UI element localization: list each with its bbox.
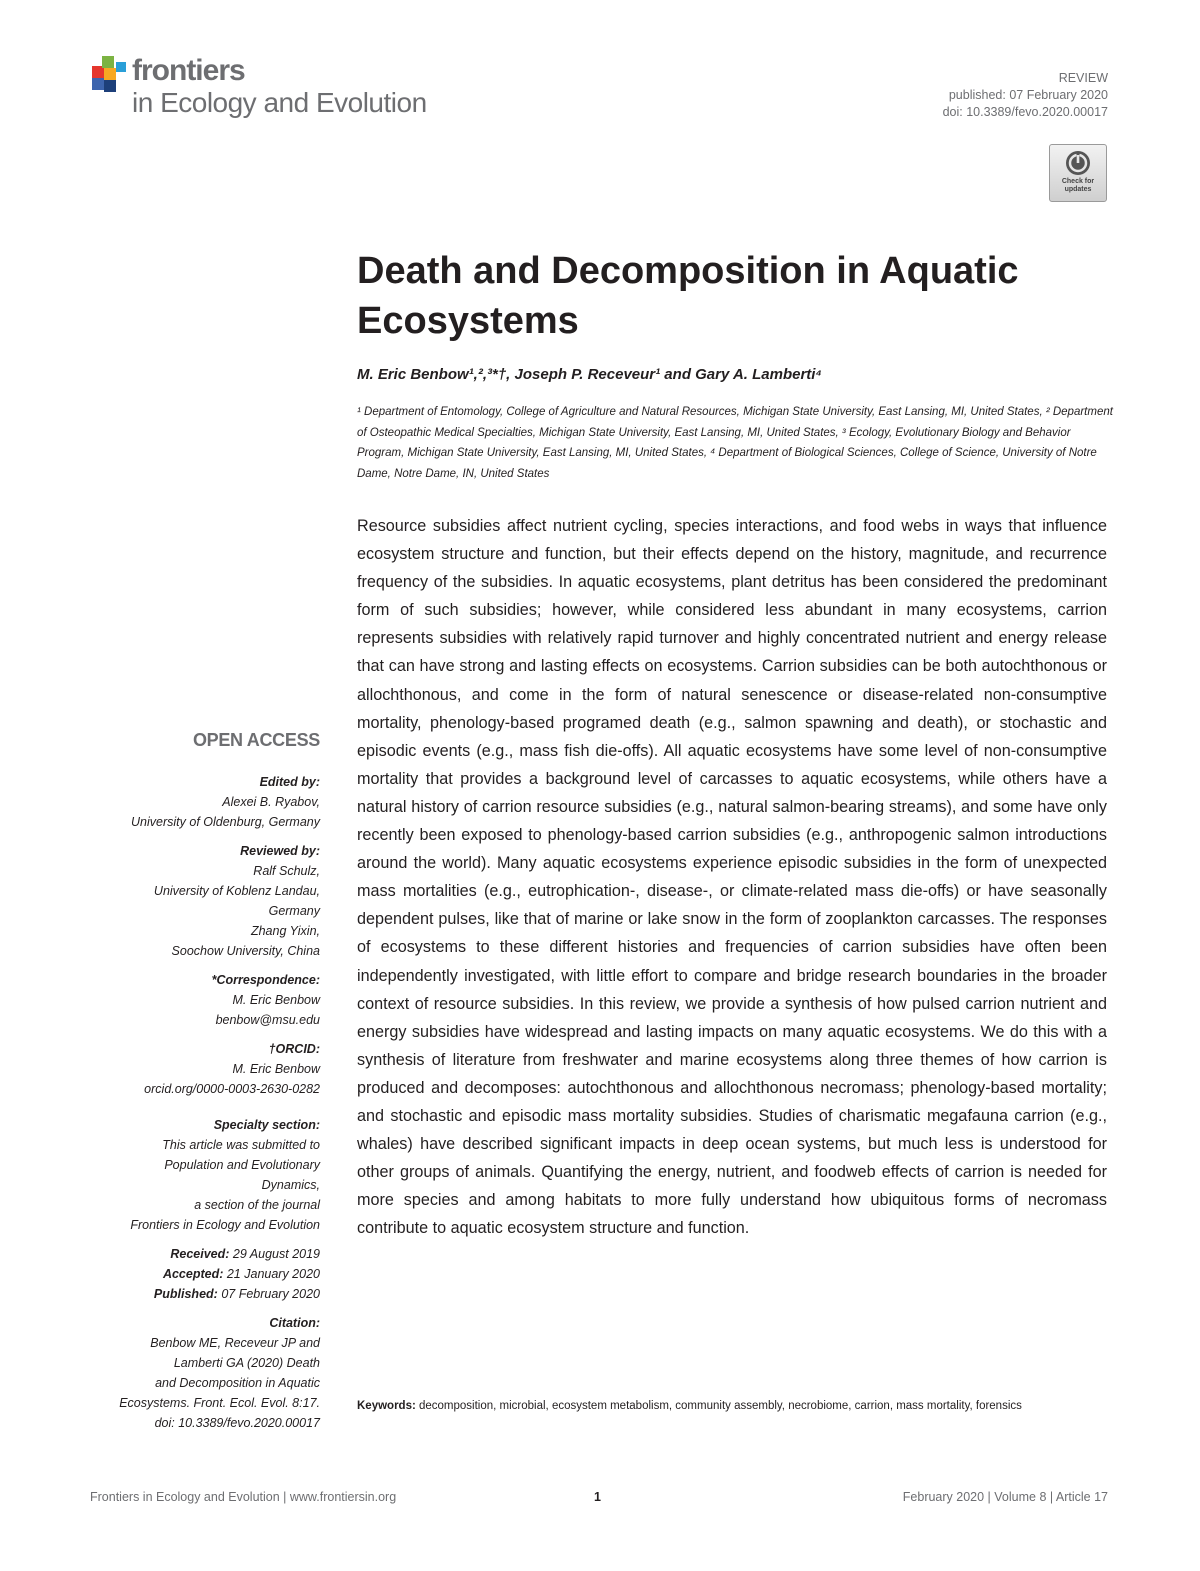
- published-date-sidebar: [90, 1284, 320, 1304]
- article-doi[interactable]: doi: 10.3389/fevo.2020.00017: [942, 105, 1108, 119]
- received-date: [90, 1244, 320, 1264]
- correspondence-label: *Correspondence:: [211, 973, 320, 987]
- specialty-text: Dynamics,: [261, 1178, 320, 1192]
- footer-journal-link[interactable]: Frontiers in Ecology and Evolution | www.frontiersin.org: [90, 1490, 397, 1504]
- specialty-text: This article was submitted to: [162, 1138, 320, 1152]
- open-access-label: OPEN ACCESS: [192, 730, 320, 750]
- journal-logo: [90, 52, 450, 122]
- article-authors: M. Eric Benbow¹,²,³*†, Joseph P. Receveur¹ and Gary A. Lamberti⁴: [357, 366, 822, 383]
- author-affiliations: ¹ Department of Entomology, College of Agriculture and Natural Resources, Michigan State University, East Lansing, MI, United States, ² Department of Osteopathic Medical Specialties, Michigan State University, East Lansing, MI, United States, ³ Ecology, Evolutionary Biology and Behavior Program, Michigan State University, East Lansing, MI, United States, ⁴ Department of Biological Sciences, College of Science, University of Notre Dame, Notre Dame, IN, United States: [357, 406, 1113, 480]
- reviewer-affiliation: Germany: [268, 904, 320, 918]
- specialty-label: Specialty section:: [213, 1118, 320, 1132]
- specialty-text: Population and Evolutionary: [164, 1158, 320, 1172]
- orcid-label: †ORCID:: [268, 1042, 320, 1056]
- reviewer-name: Ralf Schulz,: [253, 864, 320, 878]
- check-for-updates-icon: [1065, 150, 1091, 176]
- accepted-label: Accepted:: [162, 1267, 224, 1281]
- correspondence-section: [90, 970, 320, 1030]
- published-label: Published:: [153, 1287, 218, 1301]
- published-value: 07 February 2020: [221, 1287, 320, 1301]
- citation-text: Benbow ME, Receveur JP and: [150, 1336, 320, 1350]
- orcid-name: M. Eric Benbow: [232, 1062, 320, 1076]
- keywords-label: Keywords:: [357, 1400, 416, 1412]
- citation-text: Lamberti GA (2020) Death: [173, 1356, 320, 1370]
- published-date: published: 07 February 2020: [948, 88, 1108, 102]
- received-label: Received:: [170, 1247, 230, 1261]
- footer-issue-info: February 2020 | Volume 8 | Article 17: [902, 1490, 1108, 1504]
- reviewer-affiliation: University of Koblenz Landau,: [153, 884, 320, 898]
- journal-name: in Ecology and Evolution: [132, 87, 427, 118]
- citation-text: Ecosystems. Front. Ecol. Evol. 8:17.: [119, 1396, 320, 1410]
- article-header: [943, 70, 1108, 121]
- correspondence-name: M. Eric Benbow: [232, 993, 320, 1007]
- reviewed-by-label: Reviewed by:: [240, 844, 320, 858]
- page-footer: [90, 1490, 1108, 1510]
- accepted-value: 21 January 2020: [226, 1267, 320, 1281]
- keywords-list: decomposition, microbial, ecosystem metabolism, community assembly, necrobiome, carrion, mass mortality, forensics: [419, 1400, 1022, 1412]
- check-for-updates-button[interactable]: [1049, 144, 1107, 202]
- editor-affiliation: University of Oldenburg, Germany: [131, 815, 320, 829]
- citation-text: and Decomposition in Aquatic: [155, 1376, 320, 1390]
- specialty-text: Frontiers in Ecology and Evolution: [130, 1218, 320, 1232]
- specialty-section: [90, 1115, 320, 1235]
- citation-doi[interactable]: doi: 10.3389/fevo.2020.00017: [154, 1416, 320, 1430]
- abstract: Resource subsidies affect nutrient cycling, species interactions, and food webs in ways that influence ecosystem structure and function, but their effects depend on the history, magnitude, and recurrence frequency of the subsidies. In aquatic ecosystems, plant detritus has been considered the predominant form of such subsidies; however, while considered less abundant in many ecosystems, carrion represents subsidies with relatively rapid turnover and highly concentrated nutrient and energy release that can have strong and lasting effects on ecosystems. Carrion subsidies can be both autochthonous or allochthonous, and come in the form of natural senescence or disease-related non-consumptive mortality, phenology-based programed death (e.g., salmon spawning and death), or stochastic and episodic events (e.g., mass fish die-offs). All aquatic ecosystems have some level of non-consumptive mortality that provides a background level of carcasses to aquatic ecosystems, while others have a natural history of carrion resource subsidies (e.g., natural salmon-bearing streams), and some have only recently been exposed to phenology-based carrion subsidies (e.g., anthropogenic salmon introductions around the world). Many aquatic ecosystems experience episodic subsidies in the form of unexpected mass mortalities (e.g., eutrophication-, disease-, or climate-related mass die-offs) or have seasonally dependent pulses, like that of marine or lake snow in the form of zooplankton carcasses. The responses of ecosystems to these different histories and frequencies of carrion subsidies have often been independently investigated, with little effort to compare and bridge research boundaries in the broader context of resource subsidies. In this review, we provide a synthesis of how pulsed carrion nutrient and energy subsidies have widespread and lasting impacts on many aquatic ecosystems. We do this with a synthesis of literature from freshwater and marine ecosystems along three themes of how carrion is produced and decomposes: autochthonous and allochthonous necromass; phenology-based mortality; and stochastic and episodic mass mortality subsidies. Studies of charismatic megafauna carrion (e.g., whales) have described significant impacts in deep ocean systems, but much less is understood for other groups of animals. Quantifying the energy, nutrient, and foodweb effects of carrion is needed for more species and among habitats to more fully understand how ubiquitous forms of necromass contribute to aquatic ecosystem structure and function.: [357, 517, 1107, 1238]
- correspondence-email[interactable]: benbow@msu.edu: [215, 1013, 320, 1027]
- edited-by-label: Edited by:: [259, 775, 320, 789]
- article-info-sidebar: [90, 728, 320, 1442]
- reviewer-affiliation: Soochow University, China: [171, 944, 320, 958]
- page-number: 1: [594, 1490, 601, 1504]
- frontiers-logo-icon: [90, 54, 130, 98]
- accepted-date: [90, 1264, 320, 1284]
- dates-section: [90, 1244, 320, 1304]
- journal-brand: frontiers: [132, 54, 245, 87]
- edited-by-section: [90, 772, 320, 832]
- citation-section: [90, 1313, 320, 1433]
- reviewed-by-section: [90, 841, 320, 961]
- article-type: REVIEW: [1058, 71, 1108, 85]
- check-for-updates-label: Check for updates: [1061, 178, 1095, 193]
- orcid-link[interactable]: orcid.org/0000-0003-2630-0282: [144, 1082, 320, 1096]
- article-title: Death and Decomposition in Aquatic Ecosystems: [357, 250, 1019, 342]
- specialty-text: a section of the journal: [194, 1198, 320, 1212]
- reviewer-name: Zhang Yixin,: [250, 924, 320, 938]
- editor-name: Alexei B. Ryabov,: [222, 795, 320, 809]
- orcid-section: [90, 1039, 320, 1099]
- received-value: 29 August 2019: [232, 1247, 320, 1261]
- keywords: [357, 1397, 1107, 1415]
- citation-label: Citation:: [269, 1316, 320, 1330]
